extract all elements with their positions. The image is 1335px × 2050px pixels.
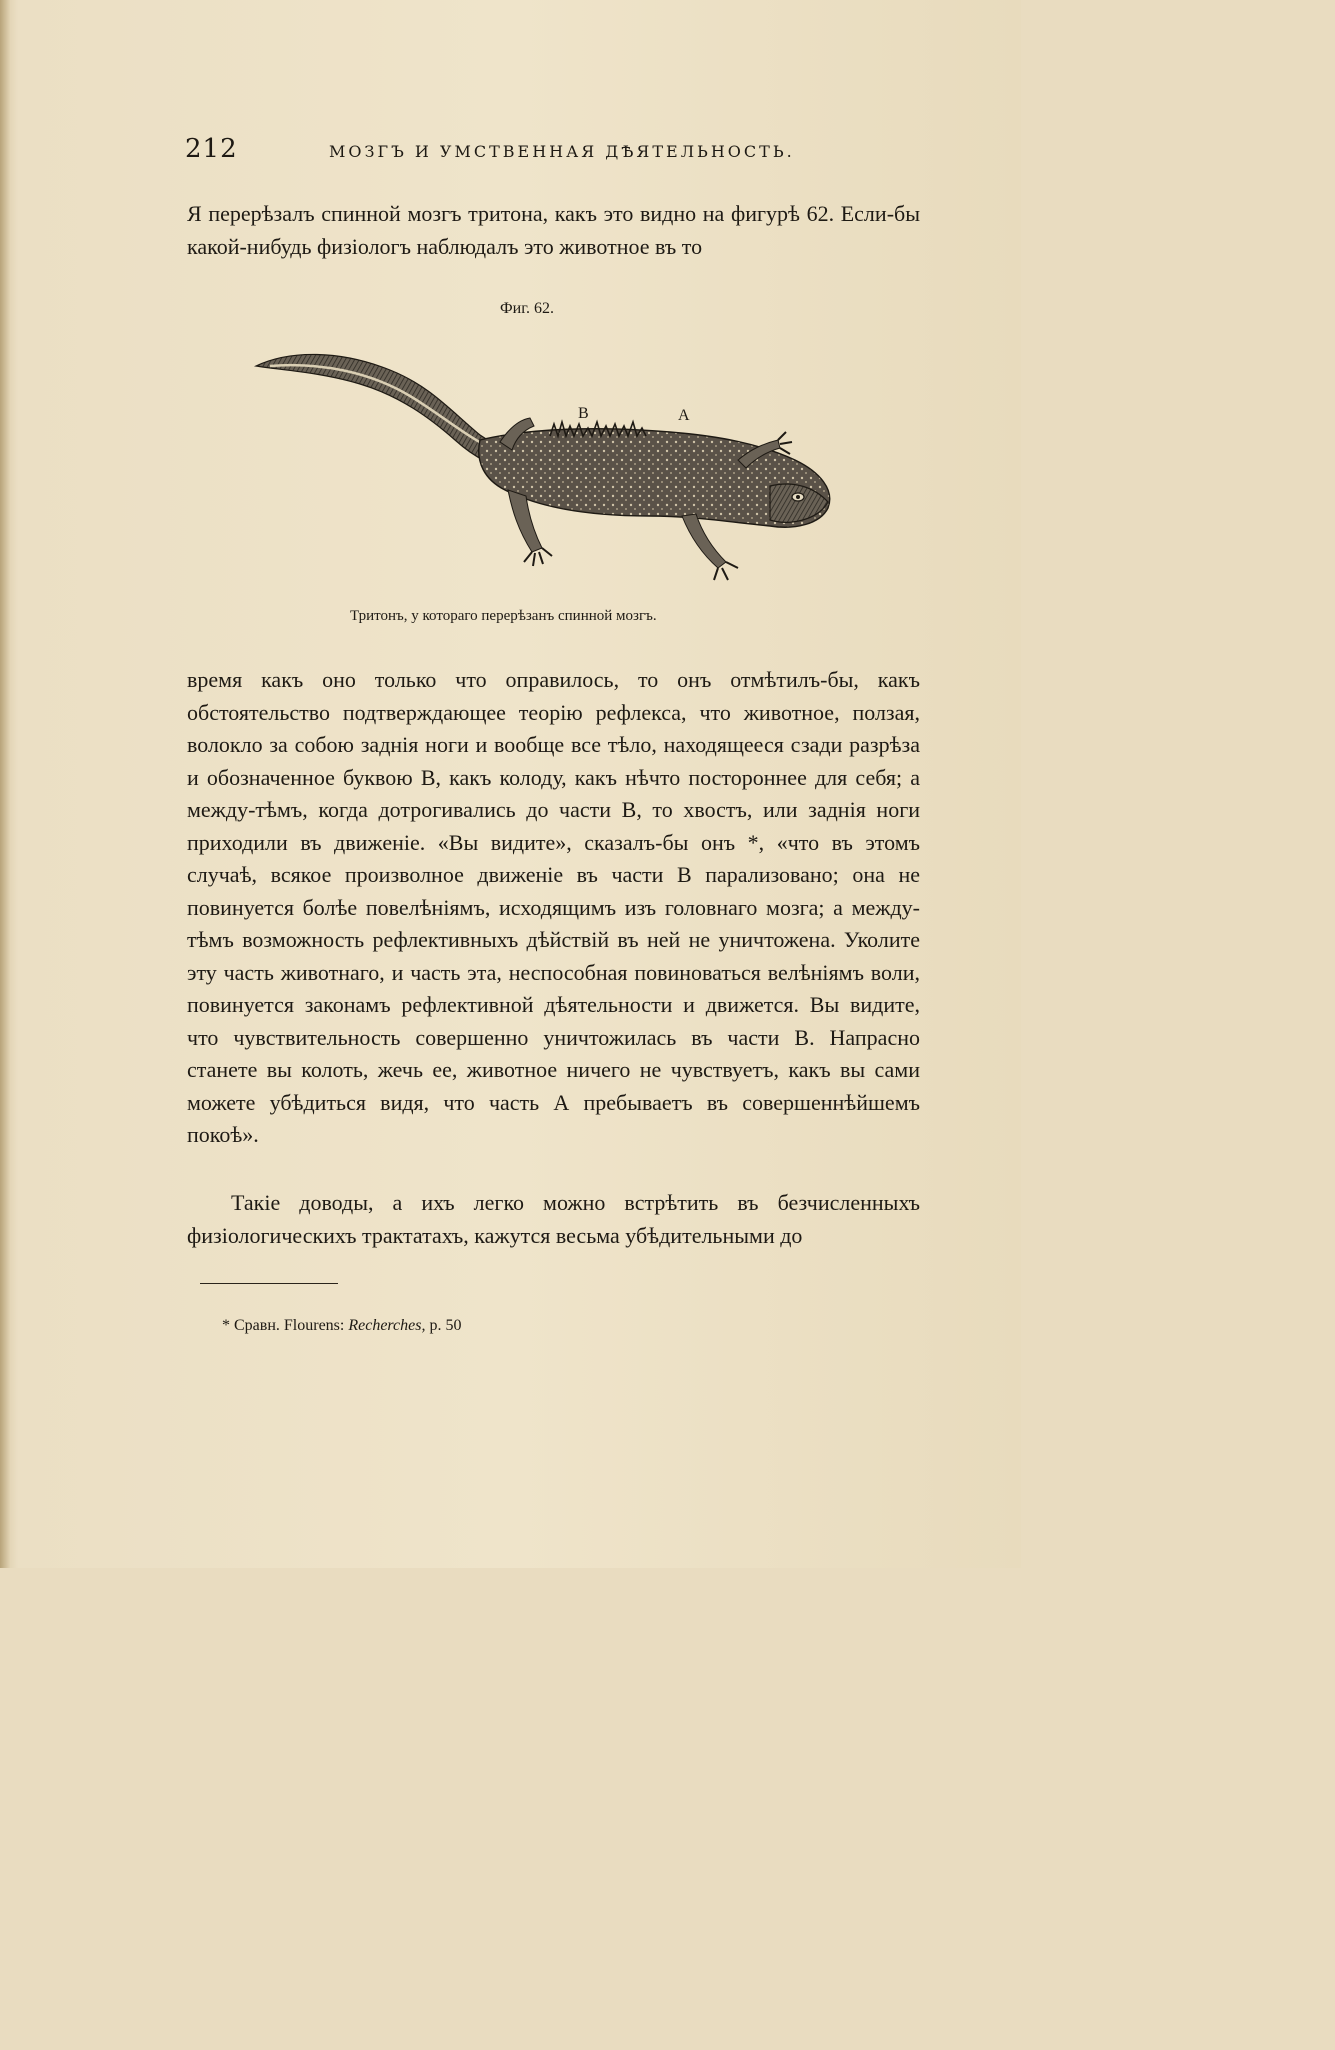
paragraph-closing: Такiе доводы, а ихъ легко можно встрѣтить въ безчисленныхъ физiологическихъ трактатахъ, кажутся весьма убѣдительными до <box>187 1190 920 1248</box>
figure-label: Фиг. 62. <box>500 300 554 317</box>
page-header <box>185 132 920 172</box>
footnote-work: Recherches, <box>348 1317 426 1334</box>
figure-caption: Тритонъ, у котораго перерѣзанъ спинной мозгъ. <box>350 608 657 624</box>
page-edge <box>0 0 10 1568</box>
footnote-rule <box>200 1283 338 1284</box>
footnote-prefix: * Сравн. Flourens: <box>222 1317 349 1334</box>
marker-b: В <box>578 405 589 422</box>
paragraph-intro: Я перерѣзалъ спинной мозгъ тритона, какъ это видно на фигурѣ 62. Если-бы какой-нибудь физiологъ наблюдалъ это животное въ то <box>187 201 920 259</box>
running-title: МОЗГЪ И УМСТВЕННАЯ ДѢЯТЕЛЬНОСТЬ. <box>329 142 795 161</box>
newt-front-right-leg <box>682 514 726 568</box>
marker-a: А <box>678 407 690 424</box>
newt-illustration <box>250 340 850 590</box>
paragraph-main: время какъ оно только что оправилось, то онъ отмѣтилъ-бы, какъ обстоятельство подтверждающее теорiю рефлекса, что животное, ползая, волокло за собою заднiя ноги и вообще все тѣло, находящееся сзади разрѣза и обозначенное буквою В, какъ колоду, какъ нѣчто постороннее для себя; а между-тѣмъ, когда дотрогивались до части В, то хвостъ, или заднiя ноги приходили въ движенiе. «Вы видите», сказалъ-бы онъ *, «что въ этомъ случаѣ, всякое произволное движенiе въ части В парализовано; она не повинуется болѣе повелѣнiямъ, исходящимъ изъ головнаго мозга; а между-тѣмъ возможность рефлективныхъ дѣйствiй въ ней не уничтожена. Уколите эту часть животнаго, и часть эта, неспособная повиноваться велѣнiямъ воли, повинуется законамъ рефлективной дѣятельности и движется. Вы видите, что чувствительность совершенно уничтожилась въ части В. Напрасно станете вы колоть, жечь ее, животное ничего не чувствуетъ, какъ вы сами можете убѣдиться видя, что часть А пребываетъ въ совершеннѣйшемъ покоѣ». <box>187 667 920 1147</box>
footnote-page: p. 50 <box>425 1317 462 1334</box>
page-number: 212 <box>185 134 238 164</box>
newt-tail <box>256 354 515 468</box>
footnote <box>222 1317 461 1335</box>
